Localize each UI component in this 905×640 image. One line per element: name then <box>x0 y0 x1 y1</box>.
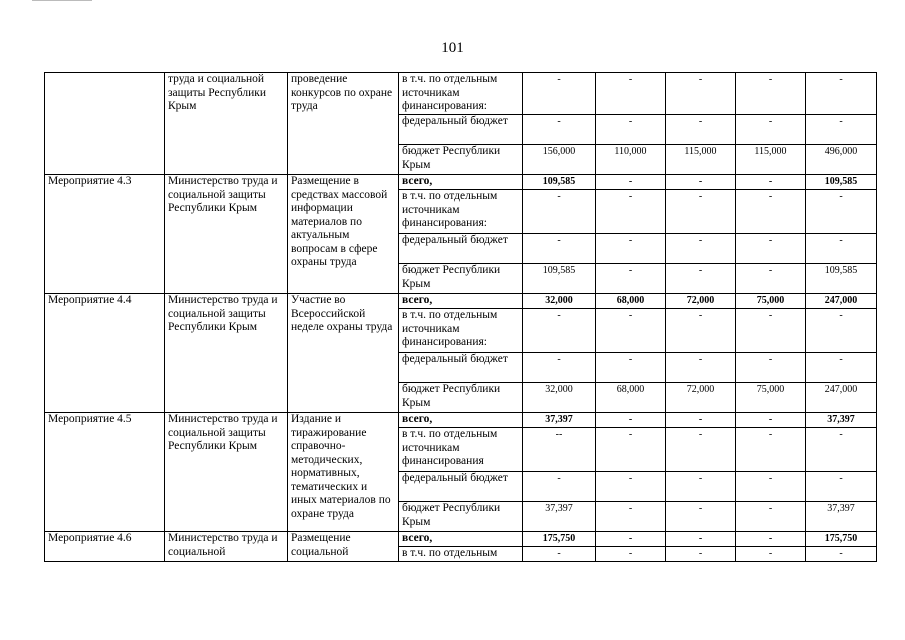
funding-source-cell: в т.ч. по отдельным источникам финансирования: <box>399 73 523 115</box>
amount-cell: - <box>596 532 666 547</box>
amount-cell: 32,000 <box>523 383 596 413</box>
amount-cell: - <box>666 234 736 264</box>
event-cell: Мероприятие 4.3 <box>45 175 165 294</box>
amount-cell: - <box>596 73 666 115</box>
amount-cell: 156,000 <box>523 145 596 175</box>
funding-source-cell: в т.ч. по отдельным источникам финансирования: <box>399 190 523 234</box>
amount-cell: - <box>736 190 806 234</box>
amount-cell: - <box>523 309 596 353</box>
funding-source-cell: федеральный бюджет <box>399 234 523 264</box>
event-cell: Мероприятие 4.5 <box>45 413 165 532</box>
funding-source-cell: всего, <box>399 294 523 309</box>
amount-cell: - <box>596 428 666 472</box>
amount-cell: - <box>736 115 806 145</box>
funding-source-cell: в т.ч. по отдельным источникам финансирования: <box>399 309 523 353</box>
amount-cell: 247,000 <box>806 294 877 309</box>
amount-cell: 75,000 <box>736 294 806 309</box>
amount-cell: - <box>806 190 877 234</box>
budget-table <box>44 72 877 562</box>
amount-cell: - <box>806 472 877 502</box>
amount-cell: - <box>666 428 736 472</box>
amount-cell: - <box>736 175 806 190</box>
funding-source-cell: бюджет Республики Крым <box>399 264 523 294</box>
amount-cell: - <box>596 190 666 234</box>
amount-cell: - <box>596 234 666 264</box>
event-cell <box>45 73 165 175</box>
amount-cell: - <box>523 73 596 115</box>
amount-cell: 496,000 <box>806 145 877 175</box>
amount-cell: 68,000 <box>596 294 666 309</box>
amount-cell: - <box>523 190 596 234</box>
amount-cell: - <box>736 73 806 115</box>
funding-source-cell: всего, <box>399 175 523 190</box>
table-body <box>45 73 877 562</box>
amount-cell: - <box>736 502 806 532</box>
amount-cell: - <box>666 190 736 234</box>
amount-cell: - <box>736 353 806 383</box>
funding-source-cell: бюджет Республики Крым <box>399 383 523 413</box>
funding-source-cell: в т.ч. по отдельным источникам финансирования <box>399 428 523 472</box>
amount-cell: - <box>596 502 666 532</box>
table-row <box>45 413 877 428</box>
funding-source-cell: всего, <box>399 532 523 547</box>
amount-cell: 68,000 <box>596 383 666 413</box>
amount-cell: - <box>736 309 806 353</box>
amount-cell: - <box>596 175 666 190</box>
amount-cell: - <box>666 115 736 145</box>
amount-cell: 109,585 <box>523 175 596 190</box>
amount-cell: - <box>736 532 806 547</box>
table-row <box>45 532 877 547</box>
amount-cell: 109,585 <box>806 175 877 190</box>
amount-cell: - <box>596 115 666 145</box>
funding-source-cell: федеральный бюджет <box>399 472 523 502</box>
amount-cell: 115,000 <box>666 145 736 175</box>
scan-mark <box>32 0 92 9</box>
amount-cell: - <box>666 353 736 383</box>
amount-cell: 37,397 <box>806 502 877 532</box>
amount-cell: - <box>523 115 596 145</box>
amount-cell: 247,000 <box>806 383 877 413</box>
funding-source-cell: бюджет Республики Крым <box>399 502 523 532</box>
executor-cell: труда и социальной защиты Республики Крым <box>165 73 288 175</box>
amount-cell: - <box>596 413 666 428</box>
content-cell: Размещение социальной <box>288 532 399 562</box>
amount-cell: 37,397 <box>523 413 596 428</box>
amount-cell: 109,585 <box>806 264 877 294</box>
amount-cell: - <box>666 532 736 547</box>
amount-cell: 72,000 <box>666 294 736 309</box>
amount-cell: 110,000 <box>596 145 666 175</box>
amount-cell: - <box>806 353 877 383</box>
amount-cell: - <box>736 234 806 264</box>
amount-cell: - <box>523 234 596 264</box>
amount-cell: - <box>596 472 666 502</box>
amount-cell: - <box>596 264 666 294</box>
page-number: 101 <box>441 40 464 56</box>
executor-cell: Министерство труда и социальной защиты Республики Крым <box>165 294 288 413</box>
amount-cell: - <box>736 413 806 428</box>
content-cell: Издание и тиражирование справочно-методических, нормативных, тематических и иных материалов по охране труда <box>288 413 399 532</box>
amount-cell: - <box>666 175 736 190</box>
amount-cell: - <box>523 472 596 502</box>
amount-cell: - <box>806 115 877 145</box>
amount-cell: 37,397 <box>806 413 877 428</box>
amount-cell: - <box>806 309 877 353</box>
amount-cell: - <box>666 309 736 353</box>
amount-cell: - <box>666 264 736 294</box>
amount-cell: - <box>736 547 806 562</box>
amount-cell: 175,750 <box>806 532 877 547</box>
funding-source-cell: всего, <box>399 413 523 428</box>
amount-cell: - <box>666 73 736 115</box>
table-row <box>45 294 877 309</box>
amount-cell: 115,000 <box>736 145 806 175</box>
table-row <box>45 175 877 190</box>
amount-cell: - <box>523 353 596 383</box>
amount-cell: - <box>523 547 596 562</box>
amount-cell: - <box>596 309 666 353</box>
content-cell: Участие во Всероссийской неделе охраны труда <box>288 294 399 413</box>
amount-cell: - <box>806 547 877 562</box>
content-cell: Размещение в средствах массовой информации материалов по актуальным вопросам в сфере охраны труда <box>288 175 399 294</box>
event-cell: Мероприятие 4.4 <box>45 294 165 413</box>
amount-cell: - <box>736 472 806 502</box>
amount-cell: - <box>806 73 877 115</box>
event-cell: Мероприятие 4.6 <box>45 532 165 562</box>
content-cell: проведение конкурсов по охране труда <box>288 73 399 175</box>
amount-cell: - <box>596 547 666 562</box>
amount-cell: - <box>666 413 736 428</box>
amount-cell: - <box>736 428 806 472</box>
executor-cell: Министерство труда и социальной <box>165 532 288 562</box>
amount-cell: - <box>596 353 666 383</box>
amount-cell: - <box>666 502 736 532</box>
funding-source-cell: федеральный бюджет <box>399 353 523 383</box>
funding-source-cell: бюджет Республики Крым <box>399 145 523 175</box>
amount-cell: 37,397 <box>523 502 596 532</box>
table-row <box>45 73 877 115</box>
amount-cell: - <box>666 547 736 562</box>
amount-cell: 75,000 <box>736 383 806 413</box>
amount-cell: - <box>736 264 806 294</box>
amount-cell: 109,585 <box>523 264 596 294</box>
amount-cell: 175,750 <box>523 532 596 547</box>
amount-cell: - <box>806 428 877 472</box>
amount-cell: - <box>666 472 736 502</box>
funding-source-cell: федеральный бюджет <box>399 115 523 145</box>
amount-cell: 32,000 <box>523 294 596 309</box>
funding-source-cell: в т.ч. по отдельным <box>399 547 523 562</box>
amount-cell: - <box>806 234 877 264</box>
amount-cell: -- <box>523 428 596 472</box>
executor-cell: Министерство труда и социальной защиты Республики Крым <box>165 175 288 294</box>
executor-cell: Министерство труда и социальной защиты Республики Крым <box>165 413 288 532</box>
amount-cell: 72,000 <box>666 383 736 413</box>
